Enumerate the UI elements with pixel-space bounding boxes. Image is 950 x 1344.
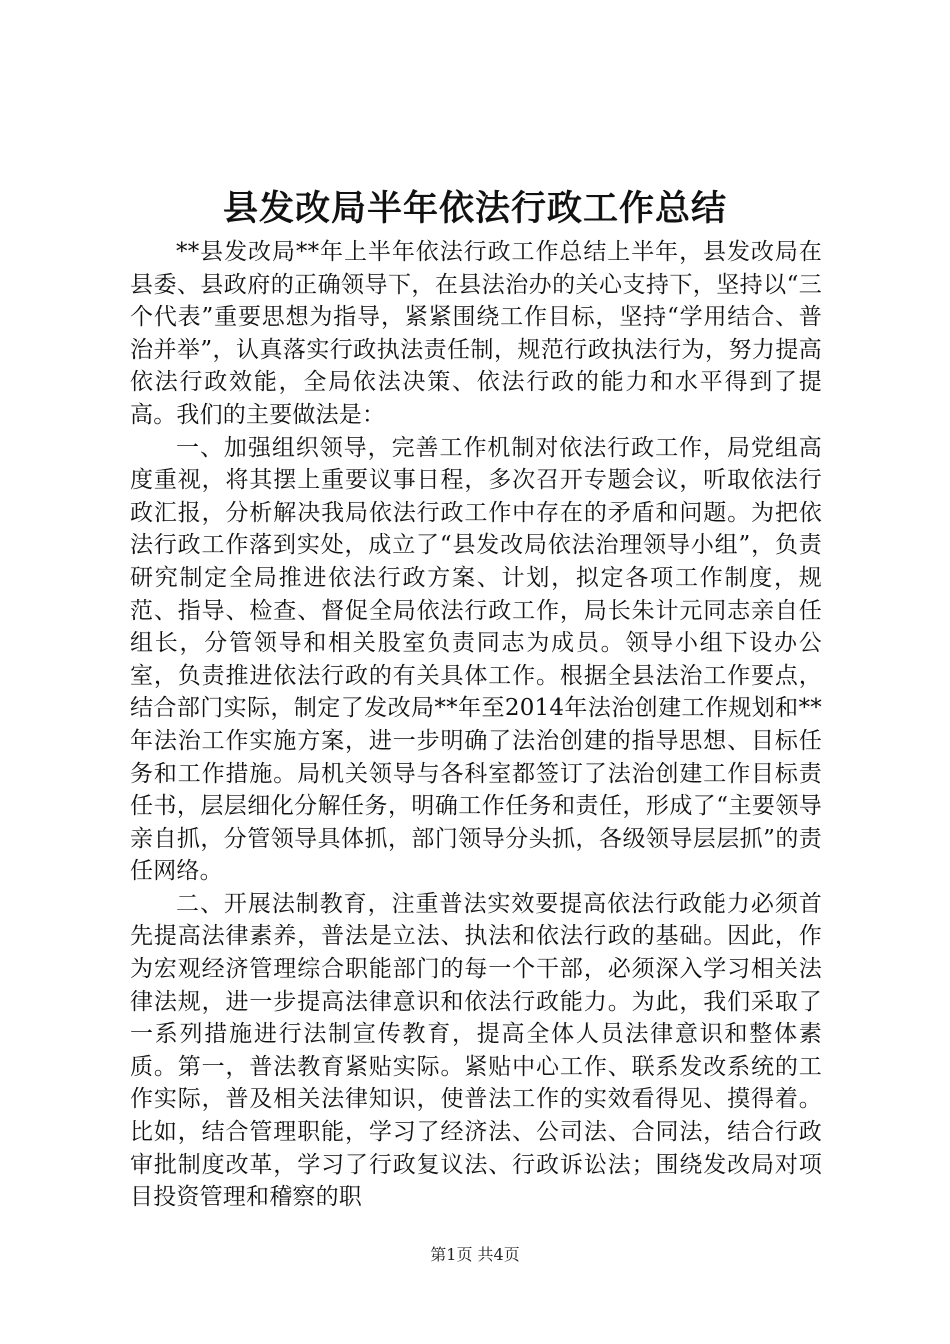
- page-number-footer: 第1页 共4页: [430, 1245, 520, 1264]
- paragraph-section-two: 二、开展法制教育，注重普法实效要提高依法行政能力必须首先提高法律素养，普法是立法、执法和依法行政的基础。因此，作为宏观经济管理综合职能部门的每一个干部，必须深入学习相关法律法规，进一步提高法律意识和依法行政能力。为此，我们采取了一系列措施进行法制宣传教育，提高全体人员法律意识和整体素质。第一，普法教育紧贴实际。紧贴中心工作、联系发改系统的工作实际，普及相关法律知识，使普法工作的实效看得见、摸得着。比如，结合管理职能，学习了经济法、公司法、合同法，结合行政审批制度改革，学习了行政复议法、行政诉讼法；围绕发改局对项目投资管理和稽察的职: [130, 890, 822, 1211]
- paragraph-section-one: 一、加强组织领导，完善工作机制对依法行政工作，局党组高度重视，将其摆上重要议事日程，多次召开专题会议，听取依法行政汇报，分析解决我局依法行政工作中存在的矛盾和问题。为把依法行政工作落到实处，成立了“县发改局依法治理领导小组”，负责研究制定全局推进依法行政方案、计划，拟定各项工作制度，规范、指导、检查、督促全局依法行政工作，局长朱计元同志亲自任组长，分管领导和相关股室负责同志为成员。领导小组下设办公室，负责推进依法行政的有关具体工作。根据全县法治工作要点，结合部门实际，制定了发改局**年至2014年法治创建工作规划和**年法治工作实施方案，进一步明确了法治创建的指导思想、目标任务和工作措施。局机关领导与各科室都签订了法治创建工作目标责任书，层层细化分解任务，明确工作任务和责任，形成了“主要领导亲自抓，分管领导具体抓，部门领导分头抓，各级领导层层抓”的责任网络。: [130, 434, 822, 885]
- document-body: [130, 236, 822, 1214]
- document-title: 县发改局半年依法行政工作总结: [222, 188, 727, 229]
- paragraph-intro: **县发改局**年上半年依法行政工作总结上半年，县发改局在县委、县政府的正确领导下，在县法治办的关心支持下，坚持以“三个代表”重要思想为指导，紧紧围绕工作目标，坚持“学用结合、普治并举”，认真落实行政执法责任制，规范行政执法行为，努力提高依法行政效能，全局依法决策、依法行政的能力和水平得到了提高。我们的主要做法是：: [130, 239, 822, 428]
